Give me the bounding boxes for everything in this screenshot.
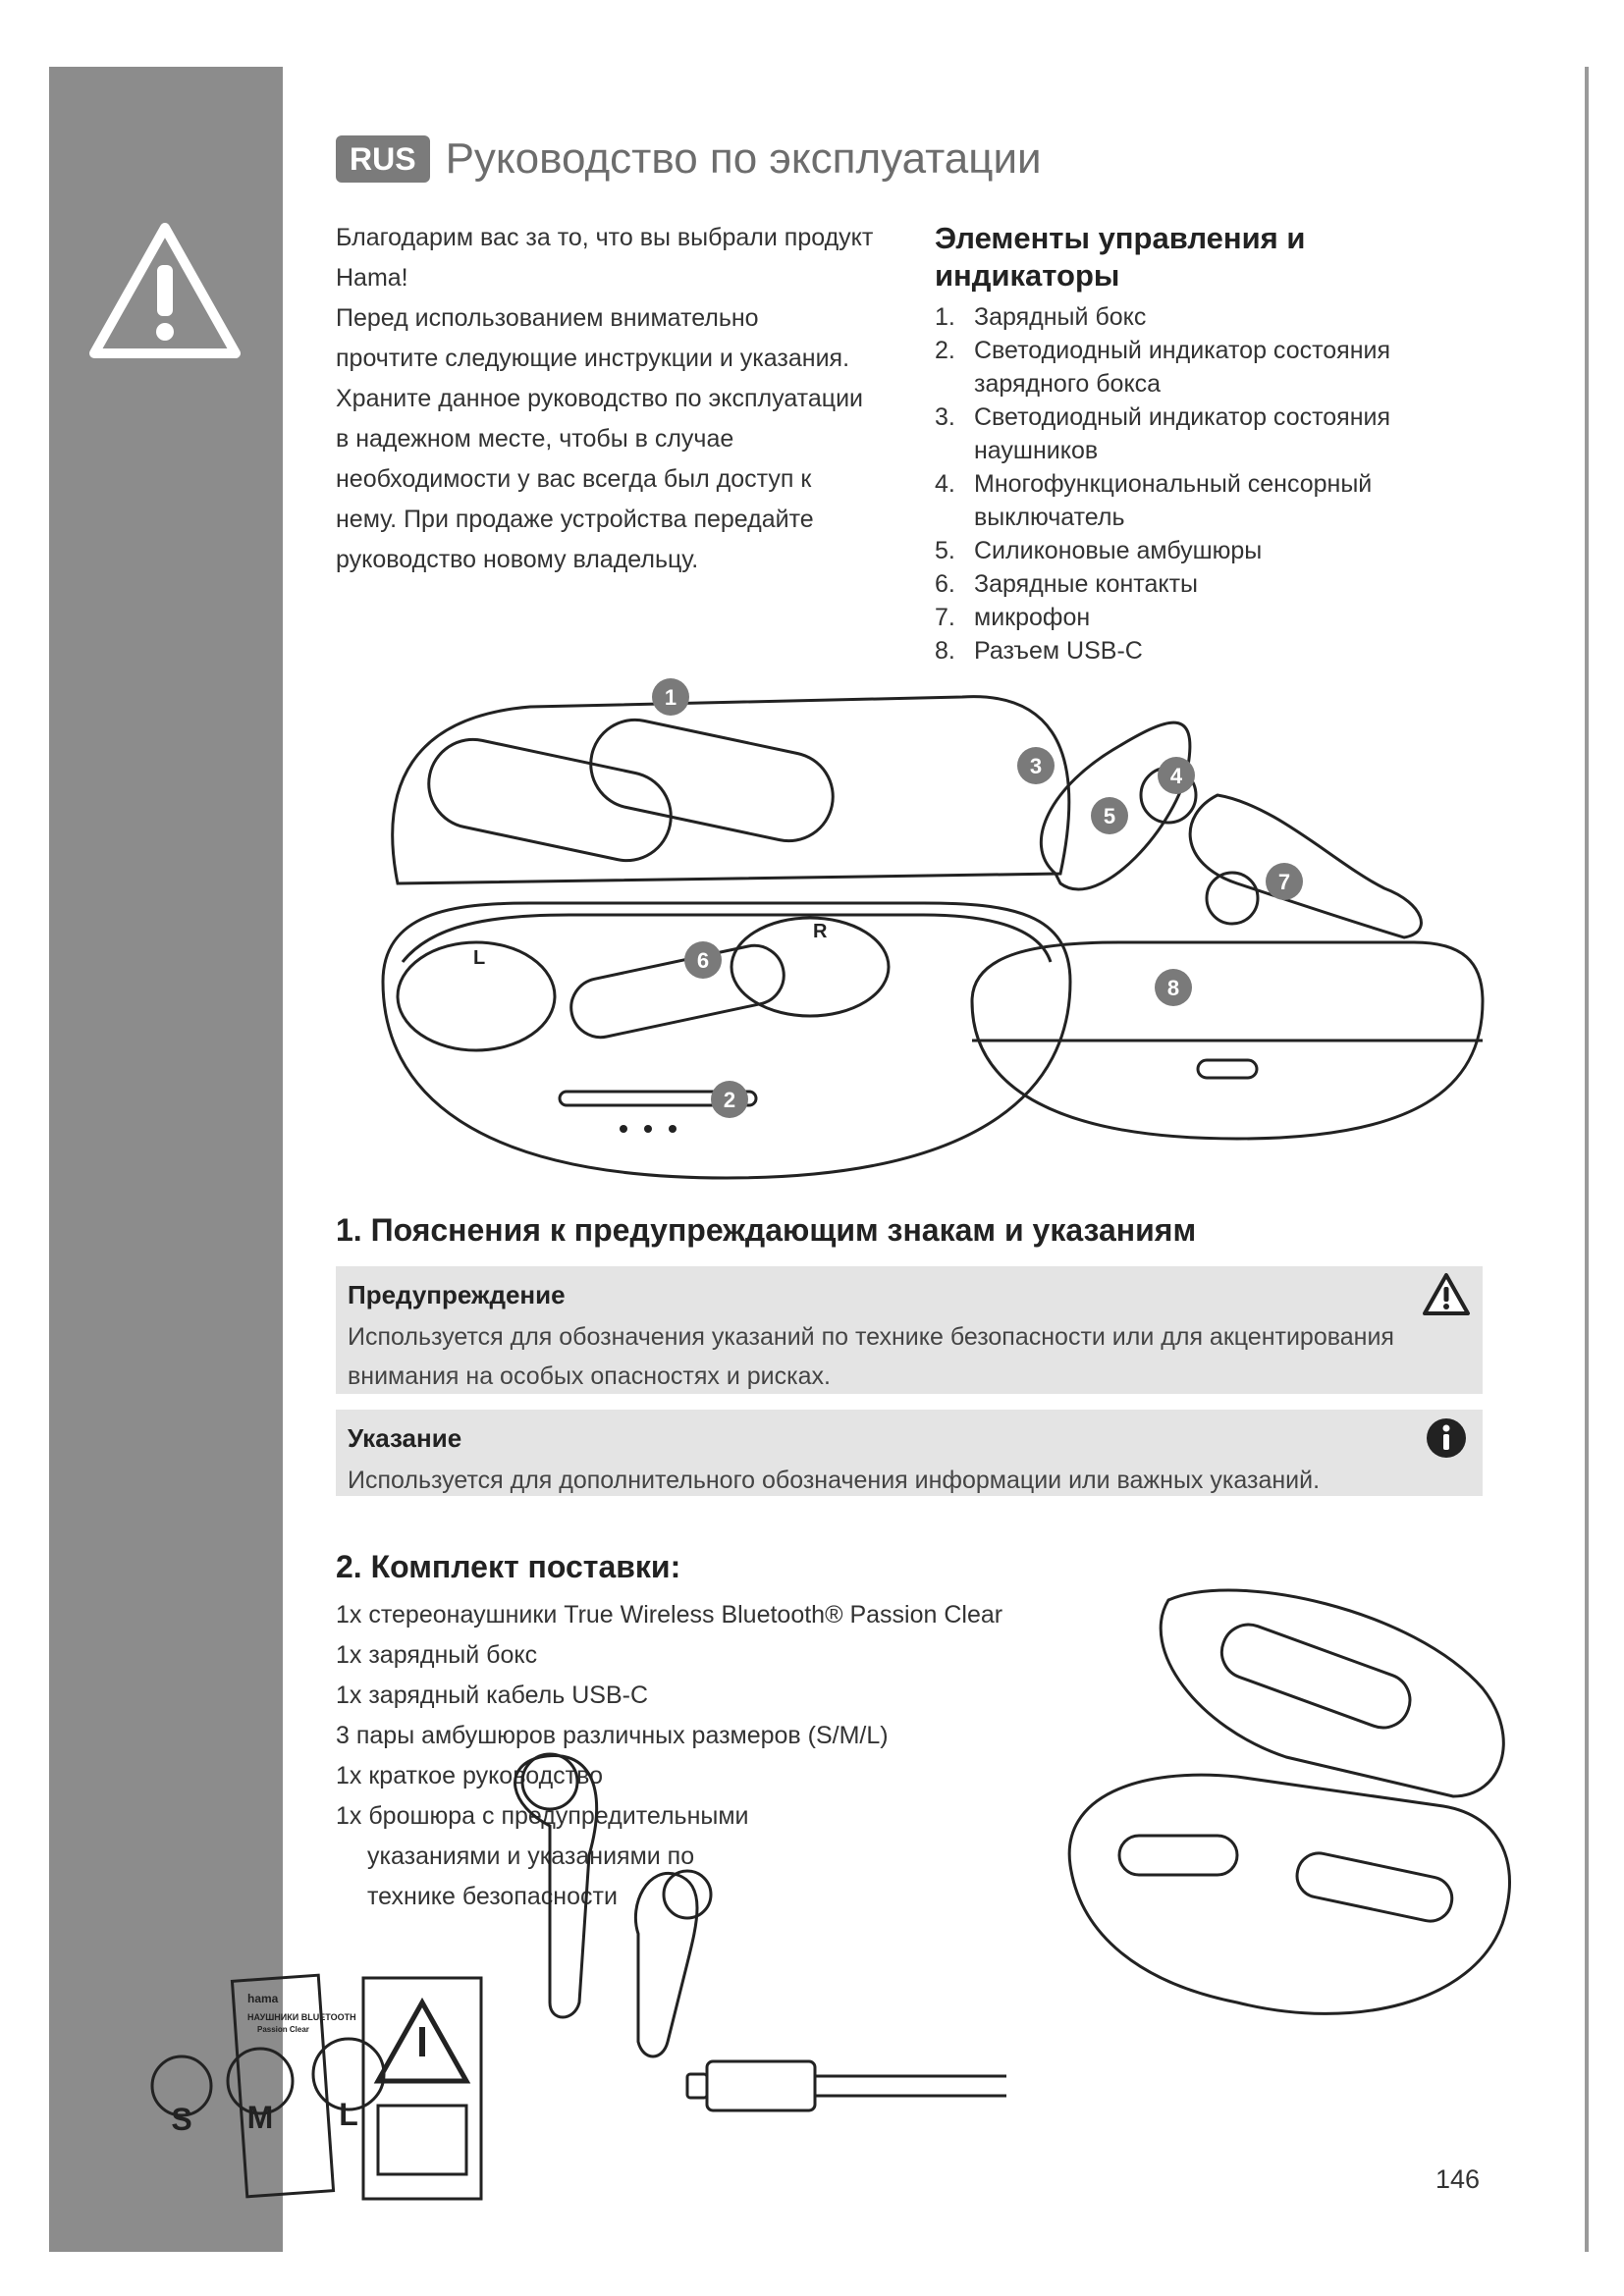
package-item: технике безопасности <box>367 1883 618 1910</box>
callout-number-3: 3 <box>1029 754 1043 778</box>
ear-tip-size-S: S <box>171 2102 192 2137</box>
usb-c-cable-plug <box>707 2061 815 2110</box>
intro-line: Hama! <box>336 264 408 292</box>
intro-line: руководство новому владельцу. <box>336 546 699 573</box>
warning-text: Используется для обозначения указаний по технике безопасности или для акцентирования внимания на особых опасностях и рисках. <box>348 1323 1394 1390</box>
lid-earbud-slot-right <box>582 712 840 849</box>
led-dot <box>620 1125 627 1133</box>
note-title: Указание <box>348 1423 462 1453</box>
ear-tip-size-M: M <box>246 2100 274 2135</box>
callout-number-4: 4 <box>1169 764 1183 788</box>
base-earbud-cavity-right <box>731 918 889 1016</box>
intro-line: Благодарим вас за то, что вы выбрали продукт <box>336 224 874 251</box>
control-item: 4. Многофункциональный сенсорный выключатель <box>935 470 1373 531</box>
guide-subtitle: Passion Clear <box>257 2025 309 2034</box>
control-item: 3. Светодиодный индикатор состояния наушников <box>935 403 1391 464</box>
right-margin-rule <box>1585 67 1589 2252</box>
package-item: 1x зарядный кабель USB-C <box>336 1682 648 1709</box>
page-title: Руководство по эксплуатации <box>445 134 1042 183</box>
control-item: 1. Зарядный бокс <box>935 303 1147 331</box>
callout-number-2: 2 <box>723 1088 736 1112</box>
package-item: 3 пары амбушюров различных размеров (S/M/L) <box>336 1722 889 1749</box>
control-item: 5. Силиконовые амбушюры <box>935 537 1263 564</box>
case-label-right: R <box>813 921 828 942</box>
lid-earbud-slot-left <box>420 731 678 869</box>
kit-case-base <box>1069 1775 1509 2013</box>
info-circle-icon <box>1422 1415 1471 1461</box>
case-base-rim <box>403 915 1051 962</box>
callout-number-7: 7 <box>1277 870 1291 894</box>
callout-number-8: 8 <box>1166 976 1180 1000</box>
case-base <box>383 903 1070 1178</box>
control-item: 8. Разъем USB-C <box>935 637 1143 665</box>
callout-number-6: 6 <box>696 948 710 973</box>
usb-c-port <box>1198 1060 1257 1078</box>
note-text: Используется для дополнительного обозначения информации или важных указаний. <box>348 1467 1321 1494</box>
kit-earbud-right <box>635 1873 697 2056</box>
base-earbud-slot <box>566 940 789 1042</box>
controls-list <box>935 300 1426 667</box>
case-label-left: L <box>473 947 486 969</box>
control-item: 7. микрофон <box>935 604 1091 631</box>
sidebar-band <box>49 67 283 2252</box>
callout-number-1: 1 <box>664 685 677 710</box>
warning-box <box>336 1266 1483 1394</box>
controls-heading: Элементы управления и индикаторы <box>935 221 1306 293</box>
package-item: 1x зарядный бокс <box>336 1641 538 1669</box>
note-box <box>336 1410 1483 1496</box>
earbud-bottom <box>1190 795 1421 937</box>
led-dot <box>669 1125 677 1133</box>
case-lid <box>393 697 1069 883</box>
callout-number-5: 5 <box>1103 804 1116 828</box>
control-item: 6. Зарядные контакты <box>935 570 1199 598</box>
kit-case-lid <box>1161 1590 1503 1796</box>
product-diagram <box>373 667 1453 1188</box>
ear-tip-size-L: L <box>339 2097 358 2132</box>
page-header <box>336 133 1042 186</box>
guide-brand: hama <box>247 1992 279 2005</box>
intro-line: нему. При продаже устройства передайте <box>336 506 814 533</box>
intro-line: в надежном месте, чтобы в случае <box>336 425 734 453</box>
warning-triangle-icon <box>1422 1272 1471 1317</box>
warning-triangle-icon <box>86 220 244 362</box>
intro-line: необходимости у вас всегда был доступ к <box>336 465 812 493</box>
package-item: 1x стереонаушники True Wireless Bluetooth® Passion Clear <box>336 1601 1003 1629</box>
intro-line: прочтите следующие инструкции и указания. <box>336 345 850 372</box>
intro-text <box>336 218 905 580</box>
control-item: 2. Светодиодный индикатор состояния зарядного бокса <box>935 337 1391 398</box>
section1-heading: 1. Пояснения к предупреждающим знакам и указаниям <box>336 1212 1197 1248</box>
controls-section <box>935 220 1426 667</box>
package-contents-illustration <box>171 1571 1522 2160</box>
warning-title: Предупреждение <box>348 1280 566 1309</box>
guide-title: НАУШНИКИ BLUETOOTH <box>247 2012 356 2022</box>
package-item: 1x брошюра с предупредительными <box>336 1802 749 1830</box>
package-item: указаниями и указаниями по <box>367 1842 695 1870</box>
led-dot <box>644 1125 652 1133</box>
section2-heading: 2. Комплект поставки: <box>336 1549 681 1584</box>
intro-line: Перед использованием внимательно <box>336 304 759 332</box>
page-number: 146 <box>1435 2164 1481 2194</box>
package-item: 1x краткое руководство <box>336 1762 604 1789</box>
intro-line: Храните данное руководство по эксплуатации <box>336 385 863 412</box>
language-badge: RUS <box>336 135 430 183</box>
